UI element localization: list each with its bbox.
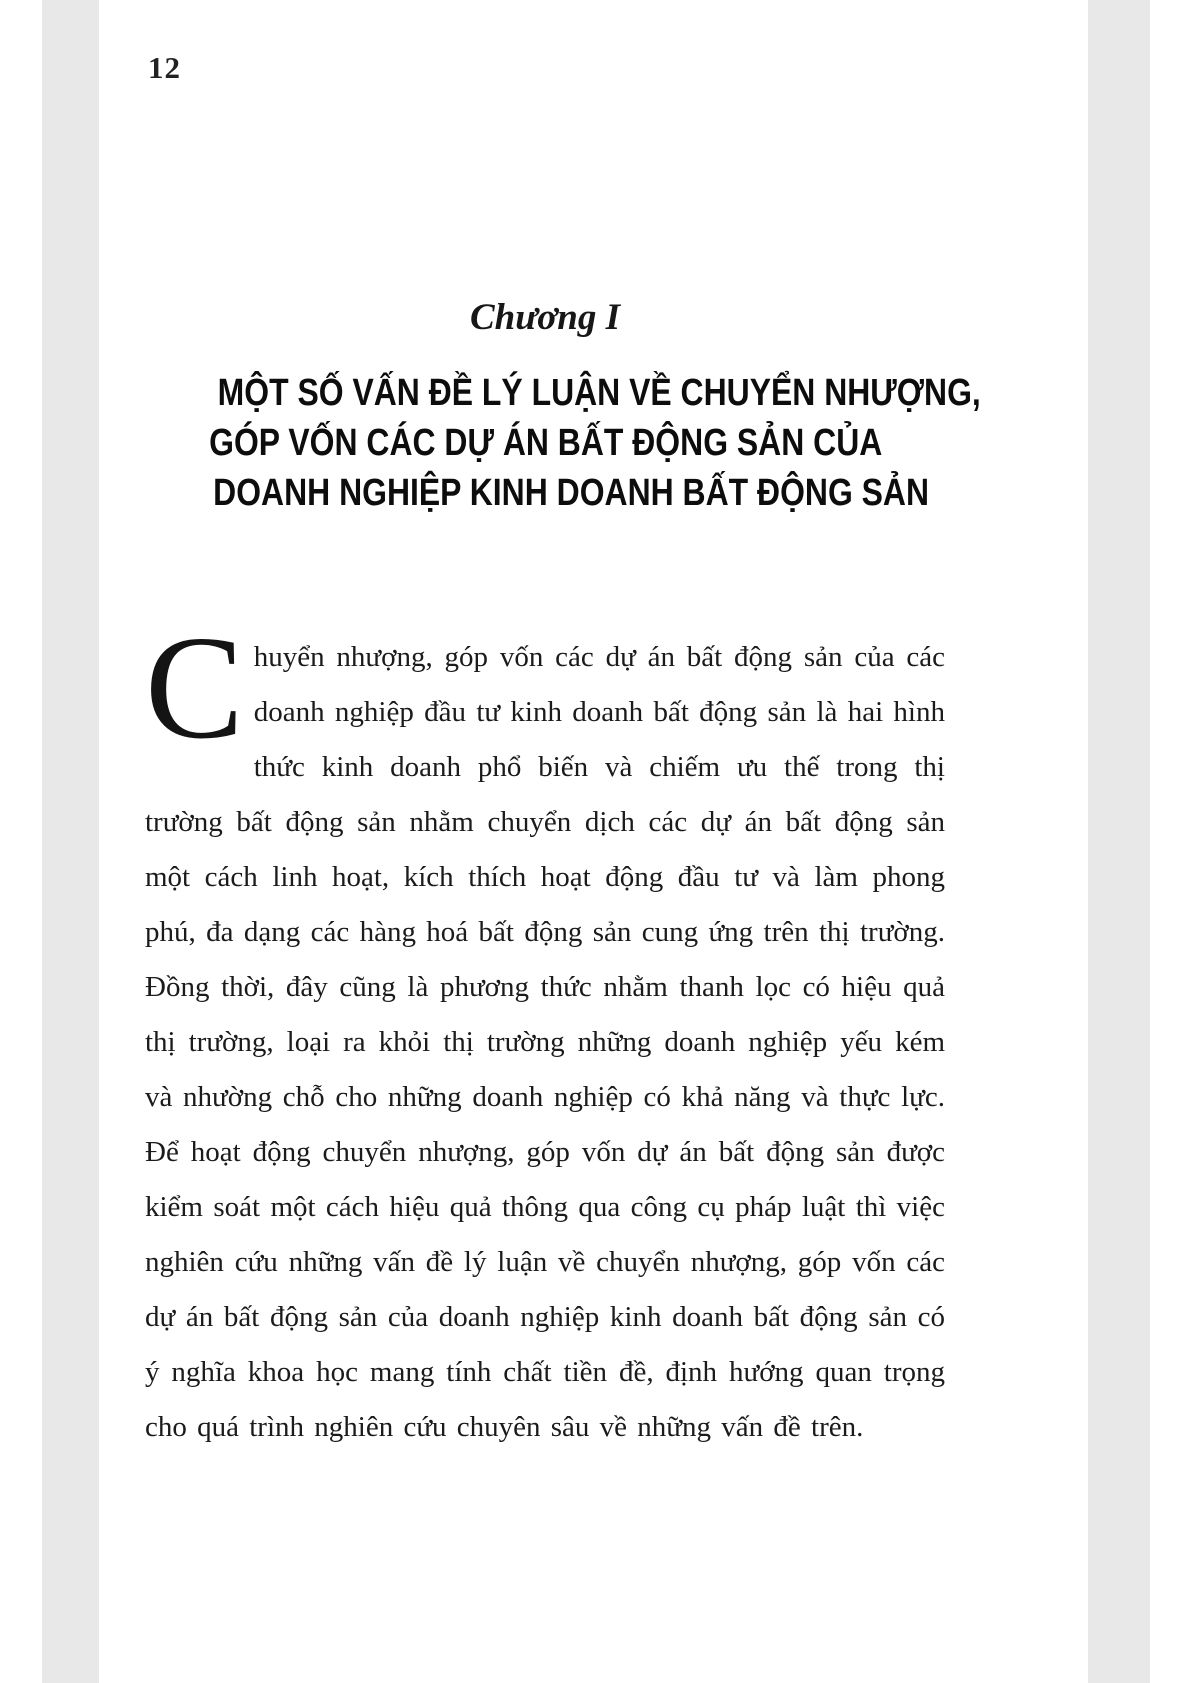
page-number: 12 xyxy=(148,50,181,85)
scan-artifact-strip-left xyxy=(42,0,99,1683)
paragraph-text: huyển nhượng, góp vốn các dự án bất động sản của các doanh nghiệp đầu tư kinh doanh bất động sản là hai hình thức kinh doanh phổ biến và chiếm ưu thế trong thị trường bất động sản nhằm chuyển dịch các dự án bất động sản một cách linh hoạt, kích thích hoạt động đầu tư và làm phong phú, đa dạng các hàng hoá bất động sản cung ứng trên thị trường. Đồng thời, đây cũng là phương thức nhằm thanh lọc có hiệu quả thị trường, loại ra khỏi thị trường những doanh nghiệp yếu kém và nhường chỗ cho những doanh nghiệp có khả năng và thực lực. Để hoạt động chuyển nhượng, góp vốn dự án bất động sản được kiểm soát một cách hiệu quả thông qua công cụ pháp luật thì việc nghiên cứu những vấn đề lý luận về chuyển nhượng, góp vốn các dự án bất động sản của doanh nghiệp kinh doanh bất động sản có ý nghĩa khoa học mang tính chất tiền đề, định hướng quan trọng cho quá trình nghiên cứu chuyên sâu về những vấn đề trên. xyxy=(145,641,945,1443)
chapter-title-line-3-text: DOANH NGHIỆP KINH DOANH BẤT ĐỘNG SẢN xyxy=(213,472,930,514)
scan-artifact-strip-right xyxy=(1088,0,1150,1683)
chapter-title-line-2 xyxy=(145,418,945,468)
chapter-title-line-3 xyxy=(145,468,945,518)
chapter-title-line-1-text: MỘT SỐ VẤN ĐỀ LÝ LUẬN VỀ CHUYỂN NHƯỢNG, xyxy=(217,372,981,414)
drop-cap-letter: C xyxy=(145,606,244,770)
chapter-title-line-2-text: GÓP VỐN CÁC DỰ ÁN BẤT ĐỘNG SẢN CỦA xyxy=(209,422,883,464)
body-paragraph xyxy=(145,606,945,1455)
chapter-title-line-1 xyxy=(145,368,981,418)
chapter-heading: Chương I xyxy=(469,297,620,338)
chapter-title xyxy=(145,368,981,518)
